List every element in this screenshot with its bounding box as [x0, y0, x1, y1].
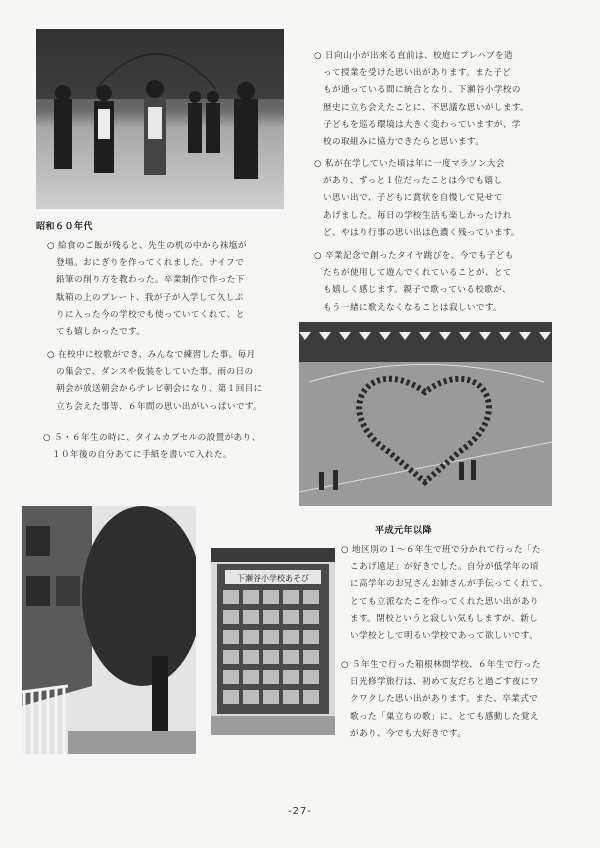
schoolyard-formation-photo: [299, 322, 552, 506]
memory-hakone: ○ ５年生で行った箱根林間学校、６年生で行った 日光修学旅行は、初めて友だちと過ごす夜にワ クワクした思い出があります。また、卒業式で 歌った「巣立ちの歌」に、とても感動した覚え があり、今でも大好きです。: [341, 660, 541, 739]
play-board-photo: [211, 548, 335, 735]
section-heading-showa60: 昭和６０年代: [36, 222, 94, 232]
board-sign-text: 下瀬谷小学校あそび: [237, 574, 309, 583]
memory-takoage: ○ 地区別の１～６年生で班で分かれて行った「た こあげ遠足」が好きでした。自分が低学年の頃 に高学年のお兄さんお姉さんが手伝ってくれて、 とても立派なたこを作ってくれた思い出があり ます。閉校というと寂しい気もしますが、新し い学校として明るい学校であって欲しいです。: [341, 545, 548, 642]
memory-marathon: ○ 私が在学していた頃は年に一度マラソン大会 があり、ずっと１位だったことは今でも嬉し い思い出で、子どもに賞状を自慢して見せて あげました。毎日の学校生活も楽しかったけれ ど、やはり行事の思い出は色濃く残っています。: [314, 159, 521, 238]
section-heading-heisei: 平成元年以降: [375, 526, 433, 536]
page-number: -27-: [288, 806, 312, 817]
memory-kyushoku: ○ 給食のご飯が残ると、先生の机の中から袜塩が 登場。おにぎりを作ってくれました。ナイフで 鉛筆の削り方を教わった。卒業制作で作った下 駄箱の上のプレート、我が子が入学して久しぶ りに入った今の学校でも使っていてくれて、と ても嬉しかったです。: [47, 241, 247, 338]
memory-koka: ○ 在校中に校歌ができ、みんなで練習した事。毎月 の集会で、ダンスや仮装をしていた事。雨の日の 朝会が放送朝会からテレビ朝会になり、第１回目に 立ち会えた事等、６年間の思い出がいっぱいです。: [47, 350, 263, 412]
jump-rope-photo: [36, 29, 284, 209]
memory-hinatayama: ○ 日向山小が出来る直前は、校庭にプレハブを造 って授業を受けた思い出があります。また子ど もが通っている間に統合となり、下瀬谷小学校の 歴史に立ち会えたことに、不思議な思いがします。 子どもを巡る環境は大きく変わっていますが、学 校の取組みに協力できたらと思います。: [314, 51, 530, 148]
school-building-tree-photo: [22, 506, 196, 754]
memory-tire: ○ 卒業記念で創ったタイヤ跳びを、今でも子ども たちが使用して遊んでくれていることが、とて も嬉しく感じます。親子で歌っている校歌が、 もう一緒に歌えなくなることは寂しいです。: [314, 251, 514, 313]
memory-timecapsule: ○ ５・６年生の時に、タイムカプセルの設置があり、 １０年後の自分あてに手紙を書いて入れた。: [43, 433, 261, 461]
